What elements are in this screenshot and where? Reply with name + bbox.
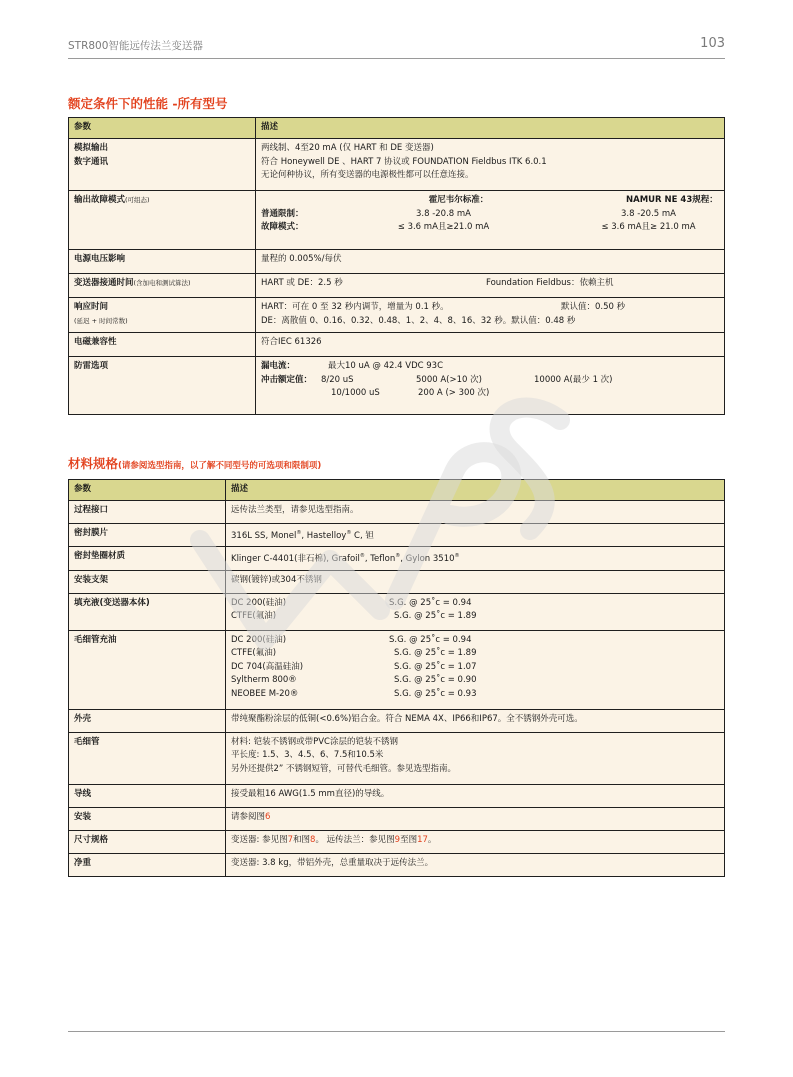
desc-cell — [256, 139, 725, 191]
table-row — [69, 784, 725, 807]
desc-cell: HART：可在 0 至 32 秒内调节，增量为 0.1 秒。 默认值：0.50 秒 DE：离散值 0、0.16、0.32、0.48、1、2、4、8、16、32 秒。默认值：0.48 秒 — [256, 298, 725, 333]
fault-normal-line: 普通限制： 3.8 -20.8 mA 3.8 -20.5 mA — [261, 208, 676, 219]
desc-cell — [226, 593, 725, 630]
param-housing: 外壳 — [69, 709, 226, 732]
honeywell-std-label: 霍尼韦尔标准： — [428, 195, 489, 205]
figure-link[interactable]: 7 — [287, 834, 293, 845]
section-note: (请参阅选型指南，以了解不同型号的可选项和限制项) — [118, 461, 322, 471]
param-note: (可组态) — [125, 196, 150, 204]
page-header — [68, 35, 725, 59]
desc-line: 两线制、4至20 mA (仅 HART 和 DE 变送器) — [261, 143, 434, 153]
namur-std-label: NAMUR NE 43规程： — [626, 195, 718, 205]
param-cell: 变送器接通时间(含加电和测试算法) — [69, 274, 256, 298]
desc-cell: 碳钢(镀锌)或304不锈钢 — [226, 570, 725, 593]
table-row — [69, 333, 725, 357]
figure-link[interactable]: 8 — [310, 834, 316, 845]
param-response-time: 响应时间 — [74, 302, 109, 312]
param-fill-fluid-body: 填充液(变送器本体) — [69, 593, 226, 630]
column-header-param: 参数 — [69, 480, 226, 501]
param-emc: 电磁兼容性 — [69, 333, 256, 357]
desc-cell: 量程的 0.005%/每伏 — [256, 250, 725, 274]
param-capillary: 毛细管 — [69, 732, 226, 784]
table-row — [69, 570, 725, 593]
param-diaphragm: 密封膜片 — [69, 524, 226, 547]
desc-cell: 符合IEC 61326 — [256, 333, 725, 357]
param-lightning: 防雷选项 — [69, 357, 256, 415]
table-row — [69, 250, 725, 274]
desc-line: 符合 Honeywell DE 、HART 7 协议或 FOUNDATION Fieldbus ITK 6.0.1 — [261, 156, 547, 167]
table-row — [69, 853, 725, 876]
table-row — [69, 298, 725, 333]
param-bracket: 安装支架 — [69, 570, 226, 593]
fluid-row: CTFE(氟油) S.G. @ 25˚c = 1.89 — [231, 611, 477, 622]
figure-link[interactable]: 9 — [394, 834, 401, 845]
table-row — [69, 501, 725, 524]
param-process-connection: 过程接口 — [69, 501, 226, 524]
param-analog-output: 模拟输出 — [74, 143, 109, 153]
desc-cell: HART 或 DE：2.5 秒 Foundation Fieldbus：依赖主机 — [256, 274, 725, 298]
column-header-param: 参数 — [69, 118, 256, 139]
desc-cell: Klinger C-4401(非石棉), Grafoil®, Teflon®, Gylon 3510® — [226, 547, 725, 570]
desc-cell: 材料: 铠装不锈钢或带PVC涂层的铠装不锈钢 平长度: 1.5、3、4.5、6、7.5和10.5米 另外还提供2” 不锈钢短管，可替代毛细管。参见选型指南。 — [226, 732, 725, 784]
desc-cell: 变送器: 3.8 kg，带铝外壳，总重量取决于远传法兰。 — [226, 853, 725, 876]
desc-cell: 带纯聚酯粉涂层的低铜(<0.6%)铝合金。符合 NEMA 4X、IP66和IP67。全不锈钢外壳可选。 — [226, 709, 725, 732]
figure-link[interactable]: 6 — [265, 811, 271, 822]
performance-table — [68, 117, 725, 415]
param-cell — [69, 139, 256, 191]
column-header-desc: 描述 — [226, 480, 725, 501]
param-cell — [69, 191, 256, 250]
desc-line: 无论何种协议，所有变送器的电源极性都可以任意连接。 — [261, 170, 474, 180]
table-row — [69, 732, 725, 784]
param-mounting: 安装 — [69, 807, 226, 830]
column-header-desc: 描述 — [256, 118, 725, 139]
fluid-row: NEOBEE M-20® S.G. @ 25˚c = 0.93 — [231, 688, 477, 699]
desc-cell: 请参阅图6 — [226, 807, 725, 830]
fluid-row: DC 704(高温硅油) S.G. @ 25˚c = 1.07 — [231, 661, 477, 672]
desc-cell: 316L SS, Monel®, Hastelloy® C, 钽 — [226, 524, 725, 547]
table-row — [69, 547, 725, 570]
table-header-row — [69, 118, 725, 139]
document-title: STR800智能远传法兰变送器 — [68, 40, 203, 52]
param-dimensions: 尺寸规格 — [69, 830, 226, 853]
fluid-row: DC 200(硅油) S.G. @ 25˚c = 0.94 — [231, 597, 472, 608]
table-row — [69, 593, 725, 630]
desc-cell — [256, 191, 725, 250]
table-row — [69, 807, 725, 830]
table-row — [69, 357, 725, 415]
param-cell: 响应时间 (延迟 + 时间常数) — [69, 298, 256, 333]
table-row — [69, 830, 725, 853]
page-number: 103 — [700, 36, 725, 51]
fault-failure-line: 故障模式： ≤ 3.6 mA且≥21.0 mA ≤ 3.6 mA且≥ 21.0 mA — [261, 222, 696, 232]
table-row — [69, 524, 725, 547]
desc-cell: 接受最粗16 AWG(1.5 mm直径)的导线。 — [226, 784, 725, 807]
table-row — [69, 274, 725, 298]
fluid-row: Syltherm 800® S.G. @ 25˚c = 0.90 — [231, 675, 477, 686]
table-row — [69, 630, 725, 709]
figure-link[interactable]: 17 — [417, 834, 428, 845]
desc-cell — [226, 630, 725, 709]
param-startup-time: 变送器接通时间 — [74, 278, 134, 288]
fluid-row: CTFE(氟油) S.G. @ 25˚c = 1.89 — [231, 648, 477, 659]
table-header-row — [69, 480, 725, 501]
param-supply-voltage: 电源电压影响 — [69, 250, 256, 274]
param-fill-fluid-capillary: 毛细管充油 — [69, 630, 226, 709]
table-row — [69, 191, 725, 250]
table-row — [69, 709, 725, 732]
param-fault-mode: 输出故障模式 — [74, 195, 126, 205]
desc-cell: 远传法兰类型，请参见选型指南。 — [226, 501, 725, 524]
param-digital-comm: 数字通讯 — [74, 156, 109, 167]
param-weight: 净重 — [69, 853, 226, 876]
fault-header-line — [261, 194, 719, 208]
param-gasket: 密封垫圈材质 — [69, 547, 226, 570]
desc-cell: 漏电流： 最大10 uA @ 42.4 VDC 93C 冲击额定值： 8/20 uS 5000 A(>10 次) 10000 A(最少 1 次) 10/1000 uS 200 A (> 300 次) — [256, 357, 725, 415]
fluid-row: DC 200(硅油) S.G. @ 25˚c = 0.94 — [231, 634, 472, 645]
section-title-performance: 额定条件下的性能 -所有型号 — [68, 96, 228, 111]
param-wiring: 导线 — [69, 784, 226, 807]
footer-divider — [68, 1031, 725, 1032]
table-row — [69, 139, 725, 191]
materials-table — [68, 479, 725, 877]
section-title-materials: 材料规格(请参阅选型指南，以了解不同型号的可选项和限制项) — [68, 456, 322, 471]
desc-cell: 变送器: 参见图7和图8。 远传法兰：参见图9至图17。 — [226, 830, 725, 853]
